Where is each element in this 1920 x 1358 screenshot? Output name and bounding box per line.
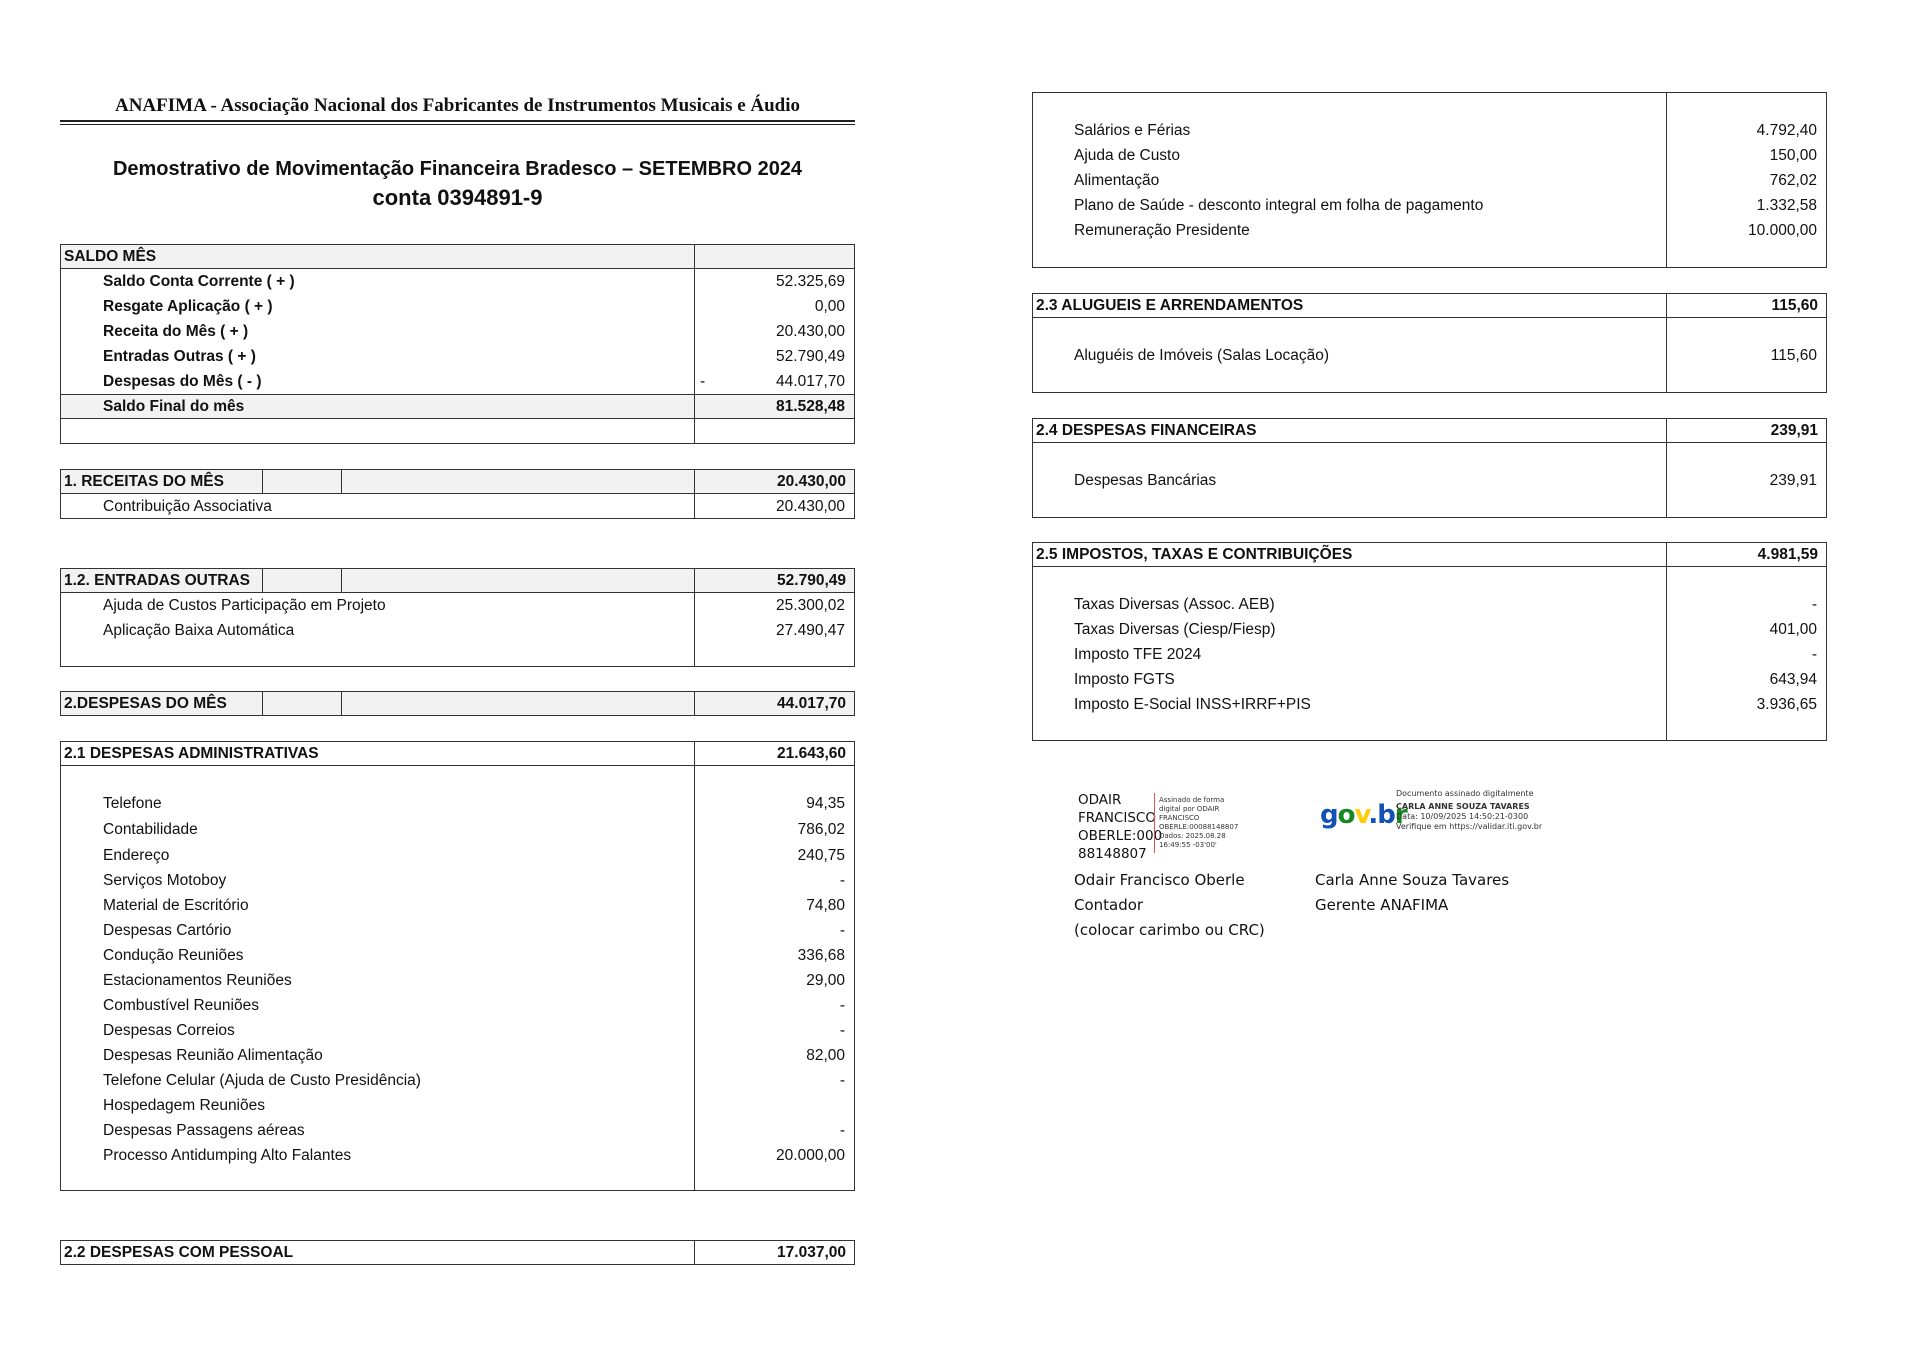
impostos-header xyxy=(1032,542,1827,567)
page-title: Demostrativo de Movimentação Financeira Bradesco – SETEMBRO 2024 xyxy=(112,158,803,180)
column-divider xyxy=(1666,293,1667,393)
signer-name: Carla Anne Souza Tavares xyxy=(1315,871,1510,889)
admin-item-value: 74,80 xyxy=(806,897,845,914)
admin-item-label: Processo Antidumping Alto Falantes xyxy=(103,1147,352,1164)
saldo-value: 44.017,70 xyxy=(776,373,845,390)
admin-item-label: Combustível Reuniões xyxy=(103,997,259,1014)
saldo-label: Despesas do Mês ( - ) xyxy=(103,373,262,390)
stamp-name xyxy=(1078,791,1162,863)
pessoal-item-label: Ajuda de Custo xyxy=(1074,147,1180,164)
impostos-title: 2.5 IMPOSTOS, TAXAS E CONTRIBUIÇÕES xyxy=(1036,546,1353,563)
saldo-value: 0,00 xyxy=(814,298,845,315)
alugueis-item-value: 115,60 xyxy=(1770,347,1817,364)
admin-item-value: 20.000,00 xyxy=(776,1147,845,1164)
pessoal-item-value: 1.332,58 xyxy=(1756,197,1817,214)
signer-role: Gerente ANAFIMA xyxy=(1315,896,1449,914)
impostos-item-label: Taxas Diversas (Ciesp/Fiesp) xyxy=(1074,621,1276,638)
entradas-item-label: Ajuda de Custos Participação em Projeto xyxy=(103,597,386,614)
column-divider xyxy=(341,691,342,716)
signer-note: (colocar carimbo ou CRC) xyxy=(1074,921,1265,939)
entradas-header xyxy=(60,568,855,593)
org-name: ANAFIMA - Associação Nacional dos Fabricantes de Instrumentos Musicais e Áudio xyxy=(114,95,801,116)
financeiras-title: 2.4 DESPESAS FINANCEIRAS xyxy=(1036,422,1257,439)
pessoal-item-value: 4.792,40 xyxy=(1756,122,1817,139)
alugueis-title: 2.3 ALUGUEIS E ARRENDAMENTOS xyxy=(1036,297,1304,314)
admin-item-label: Hospedagem Reuniões xyxy=(103,1097,265,1114)
financeiras-header xyxy=(1032,418,1827,443)
pessoal-item-label: Salários e Férias xyxy=(1074,122,1191,139)
pessoal-header xyxy=(60,1240,855,1265)
admin-item-label: Telefone xyxy=(103,795,162,812)
stamp-detail-line: Assinado de forma xyxy=(1159,796,1225,804)
impostos-item-label: Imposto TFE 2024 xyxy=(1074,646,1202,663)
admin-header xyxy=(60,741,855,766)
govbr-logo: gov.br xyxy=(1320,800,1407,830)
stamp-detail-line: OBERLE:00088148807 xyxy=(1159,823,1239,831)
govbr-details xyxy=(1396,789,1542,832)
stamp-detail-line: Dados: 2025.08.28 xyxy=(1159,832,1226,840)
impostos-item-value: 643,94 xyxy=(1769,671,1817,688)
admin-item-value: - xyxy=(839,872,845,889)
stamp-detail-line: 16:49:55 -03'00' xyxy=(1159,841,1217,849)
column-divider xyxy=(1666,92,1667,268)
entradas-item-label: Aplicação Baixa Automática xyxy=(103,622,295,639)
saldo-value: 52.325,69 xyxy=(776,273,845,290)
receitas-item-label: Contribuição Associativa xyxy=(103,498,272,515)
header-rule xyxy=(60,124,855,125)
impostos-item-label: Taxas Diversas (Assoc. AEB) xyxy=(1074,596,1275,613)
impostos-item-value: - xyxy=(1811,646,1817,663)
column-divider xyxy=(694,244,695,444)
admin-item-label: Serviços Motoboy xyxy=(103,872,227,889)
stamp-name-line: ODAIR xyxy=(1078,792,1122,808)
admin-item-label: Despesas Correios xyxy=(103,1022,235,1039)
pessoal-title: 2.2 DESPESAS COM PESSOAL xyxy=(64,1244,294,1261)
financeiras-item-value: 239,91 xyxy=(1769,472,1817,489)
govbr-detail-line: Verifique em https://validar.iti.gov.br xyxy=(1396,822,1543,831)
saldo-label: Entradas Outras ( + ) xyxy=(103,348,256,365)
column-divider xyxy=(262,469,263,494)
admin-item-label: Condução Reuniões xyxy=(103,947,244,964)
admin-item-value: 336,68 xyxy=(797,947,845,964)
receitas-total: 20.430,00 xyxy=(777,473,846,490)
saldo-label: Resgate Aplicação ( + ) xyxy=(103,298,273,315)
admin-item-label: Despesas Passagens aéreas xyxy=(103,1122,305,1139)
admin-item-label: Contabilidade xyxy=(103,821,198,838)
saldo-label: Receita do Mês ( + ) xyxy=(103,323,249,340)
pessoal-item-value: 762,02 xyxy=(1769,172,1817,189)
column-divider xyxy=(694,1240,695,1265)
impostos-total: 4.981,59 xyxy=(1757,546,1818,563)
column-divider xyxy=(694,691,695,716)
admin-item-value: - xyxy=(839,1072,845,1089)
saldo-value: 52.790,49 xyxy=(776,348,845,365)
stamp-divider xyxy=(1154,793,1155,853)
despesas-total: 44.017,70 xyxy=(777,695,846,712)
admin-item-value: 82,00 xyxy=(806,1047,845,1064)
admin-item-value: 240,75 xyxy=(797,847,845,864)
admin-item-value: - xyxy=(839,1022,845,1039)
govbr-detail-line: CARLA ANNE SOUZA TAVARES xyxy=(1396,802,1530,811)
impostos-item-value: 401,00 xyxy=(1769,621,1817,638)
impostos-item-value: 3.936,65 xyxy=(1756,696,1817,713)
receitas-title: 1. RECEITAS DO MÊS xyxy=(64,473,224,490)
account-number: conta 0394891-9 xyxy=(372,185,543,210)
financeiras-total: 239,91 xyxy=(1770,422,1818,439)
entradas-title: 1.2. ENTRADAS OUTRAS xyxy=(64,572,251,589)
pessoal-item-label: Alimentação xyxy=(1074,172,1160,189)
govbr-detail-line: Documento assinado digitalmente xyxy=(1396,789,1534,798)
column-divider xyxy=(341,568,342,593)
stamp-detail-line: FRANCISCO xyxy=(1159,814,1200,822)
column-divider xyxy=(694,469,695,519)
minus-sign: - xyxy=(700,373,706,390)
impostos-item-label: Imposto E-Social INSS+IRRF+PIS xyxy=(1074,696,1311,713)
entradas-item-value: 27.490,47 xyxy=(776,622,845,639)
signer-odair xyxy=(1074,868,1265,943)
admin-item-value: 94,35 xyxy=(806,795,845,812)
admin-item-value: 786,02 xyxy=(797,821,845,838)
despesas-header xyxy=(60,691,855,716)
admin-item-label: Telefone Celular (Ajuda de Custo Presidência) xyxy=(103,1072,421,1089)
impostos-item-value: - xyxy=(1811,596,1817,613)
pessoal-item-label: Plano de Saúde - desconto integral em folha de pagamento xyxy=(1074,197,1484,214)
saldo-value: 20.430,00 xyxy=(776,323,845,340)
stamp-name-line: FRANCISCO xyxy=(1078,810,1156,826)
column-divider xyxy=(1666,418,1667,518)
pessoal-item-label: Remuneração Presidente xyxy=(1074,222,1250,239)
admin-item-label: Despesas Reunião Alimentação xyxy=(103,1047,323,1064)
signer-role: Contador xyxy=(1074,896,1144,914)
admin-item-value: - xyxy=(839,922,845,939)
column-divider xyxy=(262,691,263,716)
admin-item-value: - xyxy=(839,1122,845,1139)
signer-carla xyxy=(1315,868,1509,918)
stamp-detail-line: digital por ODAIR xyxy=(1159,805,1220,813)
signer-name: Odair Francisco Oberle xyxy=(1074,871,1245,889)
receitas-header xyxy=(60,469,855,494)
admin-total: 21.643,60 xyxy=(777,745,846,762)
stamp-name-line: 88148807 xyxy=(1078,846,1147,862)
saldo-title: SALDO MÊS xyxy=(64,248,157,265)
alugueis-total: 115,60 xyxy=(1771,297,1818,314)
receitas-item-value: 20.430,00 xyxy=(776,498,845,515)
admin-item-label: Endereço xyxy=(103,847,170,864)
impostos-item-label: Imposto FGTS xyxy=(1074,671,1175,688)
saldo-label: Saldo Conta Corrente ( + ) xyxy=(103,273,295,290)
header-rule xyxy=(60,120,855,122)
entradas-item-value: 25.300,02 xyxy=(776,597,845,614)
alugueis-item-label: Aluguéis de Imóveis (Salas Locação) xyxy=(1074,347,1330,364)
saldo-final-value: 81.528,48 xyxy=(776,398,845,415)
admin-item-value: 29,00 xyxy=(806,972,845,989)
admin-item-label: Despesas Cartório xyxy=(103,922,232,939)
pessoal-total: 17.037,00 xyxy=(777,1244,846,1261)
admin-item-label: Material de Escritório xyxy=(103,897,249,914)
despesas-title: 2.DESPESAS DO MÊS xyxy=(64,695,227,712)
entradas-total: 52.790,49 xyxy=(777,572,846,589)
saldo-final-label: Saldo Final do mês xyxy=(103,398,245,415)
pessoal-item-value: 150,00 xyxy=(1769,147,1817,164)
govbr-detail-line: Data: 10/09/2025 14:50:21-0300 xyxy=(1396,812,1529,821)
column-divider xyxy=(262,568,263,593)
column-divider xyxy=(341,469,342,494)
admin-item-label: Estacionamentos Reuniões xyxy=(103,972,292,989)
financeiras-item-label: Despesas Bancárias xyxy=(1074,472,1217,489)
column-divider xyxy=(1666,542,1667,741)
admin-title: 2.1 DESPESAS ADMINISTRATIVAS xyxy=(64,745,319,762)
alugueis-header xyxy=(1032,293,1827,318)
saldo-header xyxy=(60,244,855,269)
stamp-name-line: OBERLE:000 xyxy=(1078,828,1163,844)
column-divider xyxy=(694,568,695,667)
pessoal-item-value: 10.000,00 xyxy=(1748,222,1817,239)
stamp-details xyxy=(1159,796,1238,850)
column-divider xyxy=(694,741,695,1191)
admin-item-value: - xyxy=(839,997,845,1014)
